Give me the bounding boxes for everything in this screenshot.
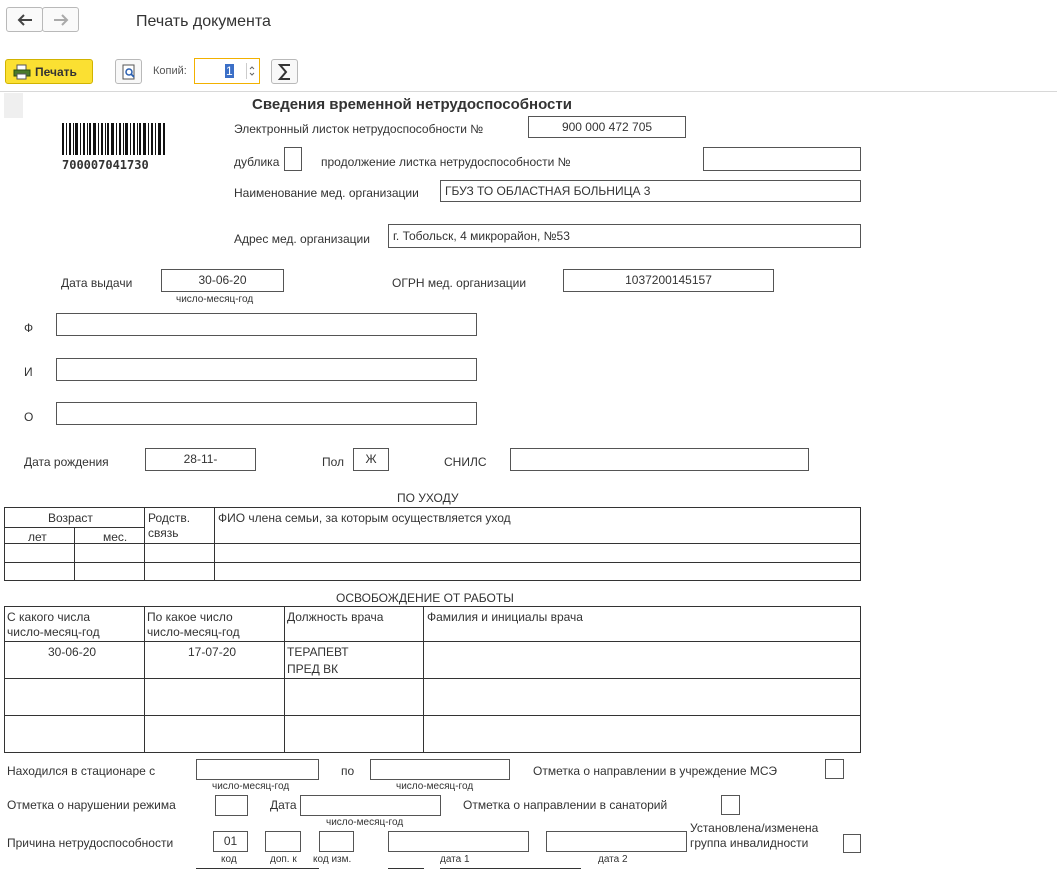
name-label: И [24,365,33,379]
ogrn-label: ОГРН мед. организации [392,276,527,290]
release-from-header: С какого числа [7,610,90,624]
violation-date-label: Дата [270,798,297,812]
cause-change-field [319,831,354,852]
sheet-corner [4,93,23,118]
release-to-header: По какое число [147,610,233,624]
org-address-label: Адрес мед. организации [234,232,370,246]
care-age-header: Возраст [48,511,93,525]
forward-button[interactable] [42,7,79,32]
care-fio-header: ФИО члена семьи, за которым осуществляется уход [218,511,511,525]
release-position-header: Должность врача [287,610,384,624]
sex-field: Ж [353,448,389,471]
barcode-icon [62,123,166,155]
surname-field [56,313,477,336]
release-row1-to: 17-07-20 [188,645,237,659]
eln-number-field: 900 000 472 705 [528,116,686,138]
violation-date-hint: число-месяц-год [326,817,404,828]
care-years-header: лет [28,530,47,544]
copies-input[interactable] [194,58,260,84]
spin-icon [247,63,257,79]
doc-heading: Сведения временной нетрудоспособности [252,96,572,113]
issue-date-field: 30-06-20 [161,269,284,292]
snils-label: СНИЛС [444,455,487,469]
issue-date-hint: число-месяц-год [176,294,254,305]
care-relation-header: Родств. связь [148,511,191,540]
ogrn-field: 1037200145157 [563,269,774,292]
date1-hint: дата 1 [440,854,470,865]
cause-code-hint: код [221,854,237,865]
hospital-to-field [370,759,510,780]
sanatorium-label: Отметка о направлении в санаторий [463,798,668,812]
copies-value: 1 [226,64,233,78]
birth-date-field: 28-11- [145,448,256,471]
continuation-field [703,147,861,171]
print-label: Печать [35,65,77,79]
release-row1-position1: ТЕРАПЕВТ [287,645,349,659]
hospital-from-hint: число-месяц-год [212,781,290,792]
cause-code-field: 01 [213,831,248,852]
document-area [0,91,1057,872]
snils-field [510,448,809,471]
copies-spinner[interactable] [246,63,257,79]
release-to-hint: число-месяц-год [147,625,240,639]
print-button[interactable] [5,59,93,84]
disability-checkbox [843,834,861,853]
cause-label: Причина нетрудоспособности [7,836,174,850]
mse-label: Отметка о направлении в учреждение МСЭ [533,764,778,778]
sanatorium-checkbox [721,795,740,815]
hospital-to-hint: число-месяц-год [396,781,474,792]
release-row1-from: 30-06-20 [48,645,97,659]
date1-field [388,831,529,852]
org-address-field: г. Тобольск, 4 микрорайон, №53 [388,224,861,248]
copies-label: Копий: [153,65,187,77]
date2-field [546,831,687,852]
hospital-to-label: по [341,764,355,778]
arrow-left-icon [15,12,35,28]
violation-label: Отметка о нарушении режима [7,798,176,812]
violation-field [215,795,248,816]
duplicate-checkbox [284,147,302,171]
care-months-header: мес. [103,530,128,544]
patronymic-field [56,402,477,425]
hospital-label: Находился в стационаре с [7,764,156,778]
issue-date-label: Дата выдачи [61,276,133,290]
surname-label: Ф [24,321,34,335]
release-row1-position2: ПРЕД ВК [287,662,339,676]
sum-button[interactable] [271,59,298,84]
date2-hint: дата 2 [598,854,628,865]
cause-change-hint: код изм. [313,854,352,865]
sigma-icon [277,63,293,81]
duplicate-label: дублика [234,155,280,169]
preview-icon [122,64,137,80]
printer-icon [13,64,31,80]
hospital-from-field [196,759,319,780]
preview-button[interactable] [115,59,142,84]
disability-label-2: группа инвалидности [690,836,809,850]
care-title: ПО УХОДУ [397,491,459,505]
cause-extra-hint: доп. к [270,854,297,865]
release-doctor-header: Фамилия и инициалы врача [427,610,583,624]
mse-checkbox [825,759,844,779]
barcode-number: 700007041730 [62,158,149,172]
release-from-hint: число-месяц-год [7,625,100,639]
disability-label-1: Установлена/изменена [690,821,819,835]
back-button[interactable] [6,7,43,32]
cause-extra-field [265,831,301,852]
release-title: ОСВОБОЖДЕНИЕ ОТ РАБОТЫ [336,591,514,605]
window-title: Печать документа [136,13,271,30]
patronymic-label: О [24,410,34,424]
arrow-right-icon [51,12,71,28]
birth-date-label: Дата рождения [24,455,109,469]
org-name-label: Наименование мед. организации [234,186,419,200]
sex-label: Пол [322,455,345,469]
eln-label: Электронный листок нетрудоспособности № [234,122,484,136]
org-name-field: ГБУЗ ТО ОБЛАСТНАЯ БОЛЬНИЦА 3 [440,180,861,202]
name-field [56,358,477,381]
continuation-label: продолжение листка нетрудоспособности № [321,155,571,169]
violation-date-field [300,795,441,816]
